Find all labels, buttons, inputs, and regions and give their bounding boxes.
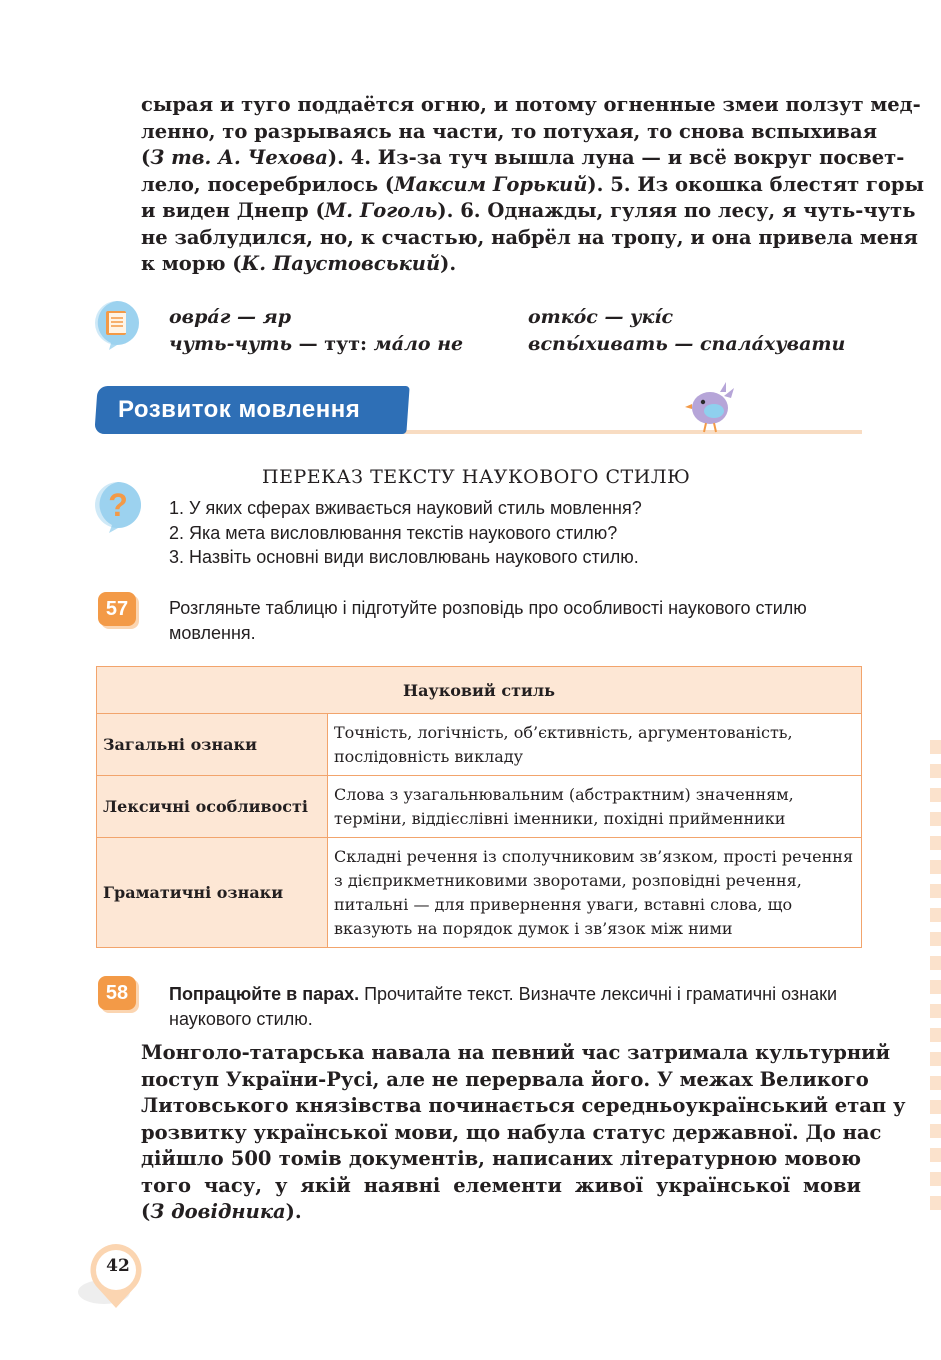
- text-line: того часу, у якій наявні елементи живої української мови: [141, 1173, 861, 1197]
- science-style-table: [96, 666, 862, 948]
- text-line: сырая и туго поддаётся огню, и потому огненные змеи ползут мед-: [141, 93, 921, 116]
- table-row-value: Слова з узагальнювальним (абстрактним) значенням, терміни, віддієслівні іменники, похідні прийменники: [328, 776, 862, 838]
- task-number-58: 58: [98, 976, 136, 1010]
- table-header: Науковий стиль: [97, 667, 862, 714]
- text-line: ленно, то разрываясь на части, то потухая, то снова вспыхивая: [141, 119, 878, 143]
- table-row-label: Загальні ознаки: [97, 714, 328, 776]
- question-item: 3. Назвіть основні види висловлювань наукового стилю.: [169, 547, 639, 567]
- table-row-value: Точність, логічність, об’єктивність, аргументованість, послідовність викладу: [328, 714, 862, 776]
- text-line: Литовського князівства починається середньоукраїнський етап у: [141, 1094, 906, 1117]
- text-line: (З тв. А. Чехова). 4. Из-за туч вышла луна — и всё вокруг посвет-: [141, 146, 905, 169]
- section-title: Розвиток мовлення: [118, 396, 361, 423]
- table-row-value: Складні речення із сполучниковим зв’язком, прості речення з дієприкметниковими зворотами, розповідні речення, питальні — для привернення уваги, вставні слова, що вказують на порядок думок і зв’язок між ними: [328, 838, 862, 948]
- question-icon: [92, 478, 144, 534]
- text-line: розвитку української мови, що набула статус державної. До нас: [141, 1120, 882, 1144]
- page-number: 42: [106, 1256, 130, 1276]
- question-item: 1. У яких сферах вживається науковий стиль мовлення?: [169, 498, 642, 518]
- task-57-text: Розгляньте таблицю і підготуйте розповідь про особливості наукового стилю мовлення.: [169, 598, 807, 643]
- section-heading: ПЕРЕКАЗ ТЕКСТУ НАУКОВОГО СТИЛЮ: [262, 466, 691, 488]
- top-paragraph: [141, 92, 925, 278]
- page-number-badge: [76, 1240, 156, 1312]
- text-line: к морю (К. Паустовський).: [141, 252, 457, 275]
- table-row: [97, 776, 862, 838]
- text-line: не заблудился, но, к счастью, набрёл на тропу, и она привела меня: [141, 225, 918, 249]
- text-line: и виден Днепр (М. Гоголь). 6. Однажды, гуляя по лесу, я чуть-чуть: [141, 199, 916, 222]
- task-58-text: Попрацюйте в парах. Прочитайте текст. Визначте лексичні і граматичні ознаки наукового стилю.: [169, 984, 838, 1029]
- svg-text:?: ?: [108, 487, 128, 523]
- vocab-left-1: овра́г — яр: [169, 306, 292, 328]
- table-row: [97, 838, 862, 948]
- vocab-right-2: вспы́хивать — спала́хувати: [528, 333, 846, 355]
- banner-underline: [400, 430, 862, 434]
- text-line: поступ України-Русі, але не перервала його. У межах Великого: [141, 1067, 869, 1091]
- vocab-right-1: отко́с — укі́с: [528, 306, 674, 328]
- table-row-label: Лексичні особливості: [97, 776, 328, 838]
- text-line: лело, посеребрилось (Максим Горький). 5. Из окошка блестят горы: [141, 172, 925, 196]
- vocab-left-2: чуть-чуть — тут: ма́ло не: [169, 333, 464, 355]
- question-item: 2. Яка мета висловлювання текстів наукового стилю?: [169, 522, 618, 543]
- margin-decoration: [930, 740, 941, 1220]
- questions-list: [169, 496, 642, 570]
- text-line: дійшло 500 томів документів, написаних літературною мовою: [141, 1147, 861, 1170]
- bird-icon: [684, 378, 736, 434]
- task-number-57: 57: [98, 592, 136, 626]
- bottom-paragraph: [141, 1040, 906, 1226]
- table-row-label: Граматичні ознаки: [97, 838, 328, 948]
- book-icon: [92, 298, 142, 350]
- text-line: (З довідника).: [141, 1200, 302, 1223]
- text-line: Монголо-татарська навала на певний час затримала культурний: [141, 1041, 891, 1064]
- table-row: [97, 714, 862, 776]
